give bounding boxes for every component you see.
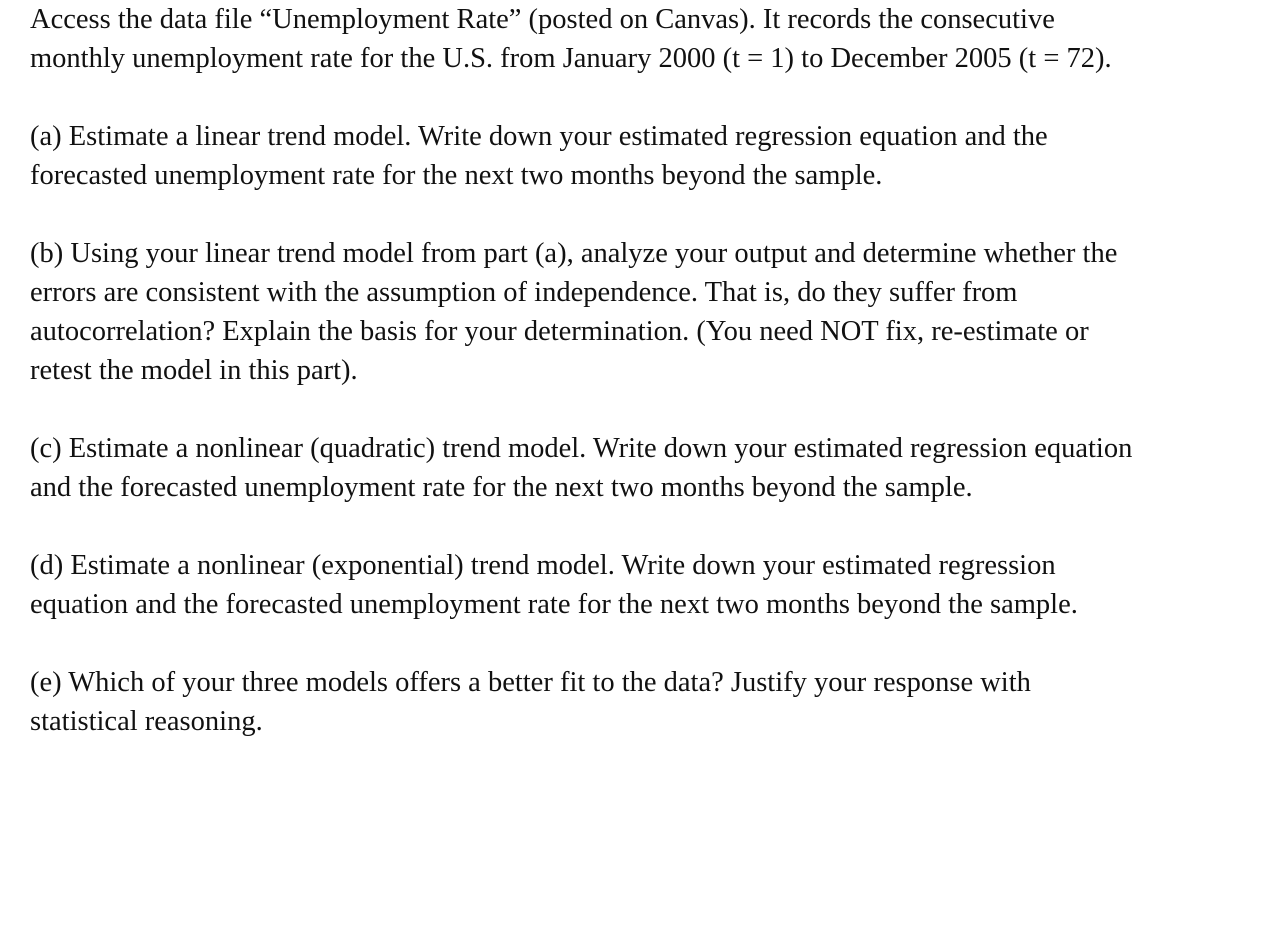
question-line: (d) Estimate a nonlinear (exponential) trend model. Write down your estimated regression [30,550,1056,581]
intro-paragraph [30,0,1255,78]
document-page [30,0,1255,741]
question-line: (e) Which of your three models offers a better fit to the data? Justify your response with [30,667,1031,698]
question-d [30,546,1255,624]
paragraph-gap [30,624,1255,663]
question-line: statistical reasoning. [30,706,263,737]
question-line: errors are consistent with the assumption of independence. That is, do they suffer from [30,277,1018,308]
question-line: (c) Estimate a nonlinear (quadratic) trend model. Write down your estimated regression equation [30,433,1133,464]
intro-line: monthly unemployment rate for the U.S. from January 2000 (t = 1) to December 2005 (t = 72). [30,43,1112,74]
question-c [30,429,1255,507]
question-b [30,234,1255,390]
question-a [30,117,1255,195]
question-line: autocorrelation? Explain the basis for your determination. (You need NOT fix, re-estimate or [30,316,1089,347]
question-line: (b) Using your linear trend model from part (a), analyze your output and determine whether the [30,238,1118,269]
paragraph-gap [30,390,1255,429]
question-line: equation and the forecasted unemployment rate for the next two months beyond the sample. [30,589,1078,620]
question-line: forecasted unemployment rate for the next two months beyond the sample. [30,160,883,191]
paragraph-gap [30,195,1255,234]
question-line: and the forecasted unemployment rate for the next two months beyond the sample. [30,472,973,503]
question-line: (a) Estimate a linear trend model. Write down your estimated regression equation and the [30,121,1048,152]
question-line: retest the model in this part). [30,355,358,386]
question-e [30,663,1255,741]
paragraph-gap [30,78,1255,117]
intro-line: Access the data file “Unemployment Rate” (posted on Canvas). It records the consecutive [30,4,1055,35]
paragraph-gap [30,507,1255,546]
